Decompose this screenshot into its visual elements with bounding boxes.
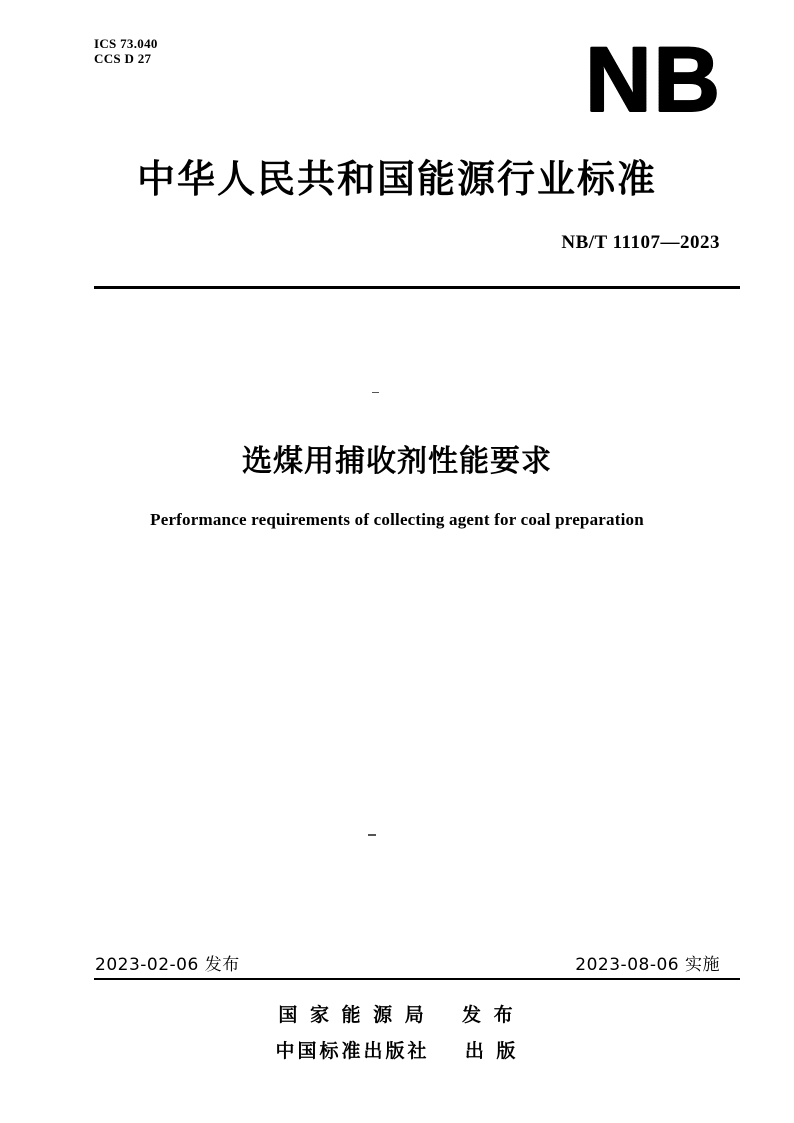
publisher-press-line <box>0 1036 794 1063</box>
nb-logo <box>585 29 722 131</box>
ics-code: ICS 73.040 <box>94 36 158 51</box>
implementation-date: 2023-08-06 实施 <box>575 955 720 975</box>
publisher-press-action: 出 版 <box>464 1040 519 1062</box>
publisher-block <box>0 1000 794 1072</box>
classification-codes <box>94 36 158 66</box>
registration-mark-upper <box>372 392 379 393</box>
publisher-authority-action: 发 布 <box>462 1004 516 1026</box>
divider-top <box>94 286 740 289</box>
publisher-authority-line <box>0 1000 794 1027</box>
publisher-press: 中国标准出版社 <box>275 1040 430 1062</box>
publisher-authority: 国 家 能 源 局 <box>278 1004 427 1026</box>
subject-title-en: Performance requirements of collecting agent for coal preparation <box>150 510 644 529</box>
subject-title-cn: 选煤用捕收剂性能要求 <box>242 444 552 479</box>
divider-bottom <box>94 978 740 980</box>
page-title: 中华人民共和国能源行业标准 <box>136 157 657 201</box>
registration-mark-lower <box>368 834 376 836</box>
nb-logo-text: NB <box>585 29 722 131</box>
ccs-code: CCS D 27 <box>94 51 152 66</box>
standard-number: NB/T 11107—2023 <box>561 232 720 253</box>
issue-date: 2023-02-06 发布 <box>95 955 240 975</box>
